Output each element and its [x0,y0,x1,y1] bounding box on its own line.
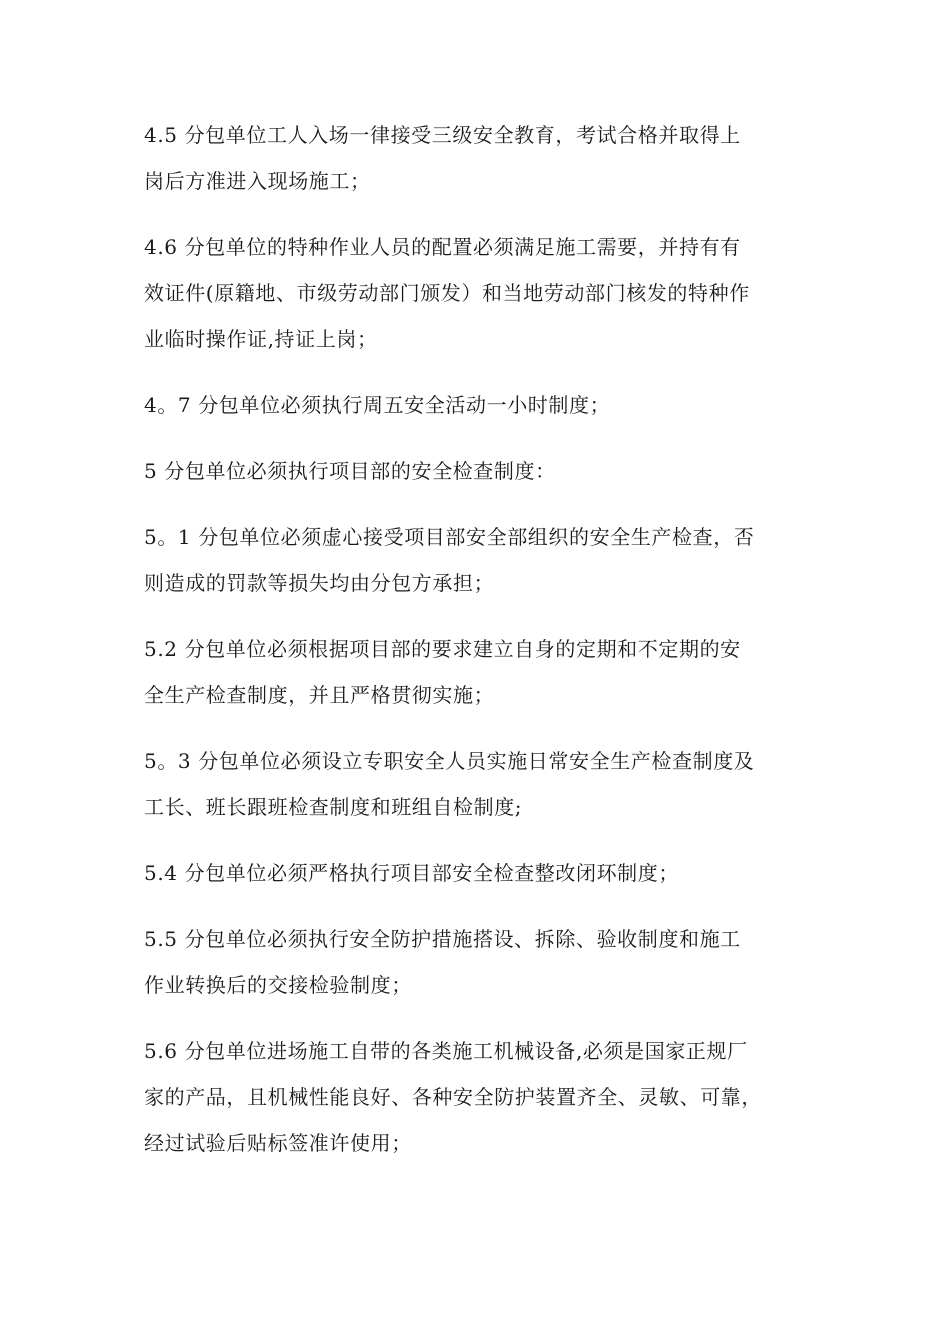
paragraph-line: 5 分包单位必须执行项目部的安全检查制度： [144,459,556,483]
paragraph-line: 经过试验后贴标签准许使用； [144,1131,412,1155]
paragraph-5-3 [144,738,814,830]
paragraph-4-7 [144,382,814,428]
paragraph-line: 作业转换后的交接检验制度； [144,973,412,997]
paragraph-line: 效证件(原籍地、市级劳动部门颁发）和当地劳动部门核发的特种作 [144,281,750,305]
paragraph-line: 4.6 分包单位的特种作业人员的配置必须满足施工需要，并持有有 [144,235,741,259]
document-body [144,112,814,1186]
paragraph-line: 5.4 分包单位必须严格执行项目部安全检查整改闭环制度； [144,861,679,885]
paragraph-line: 4。7 分包单位必须执行周五安全活动一小时制度； [144,393,611,417]
paragraph-line: 5.6 分包单位进场施工自带的各类施工机械设备,必须是国家正规厂 [144,1039,748,1063]
paragraph-line: 则造成的罚款等损失均由分包方承担； [144,571,495,595]
paragraph-line: 5.5 分包单位必须执行安全防护措施搭设、拆除、验收制度和施工 [144,927,741,951]
paragraph-5-6 [144,1028,814,1166]
paragraph-5-5 [144,916,814,1008]
paragraph-4-5 [144,112,814,204]
paragraph-line: 工长、班长跟班检查制度和班组自检制度; [144,795,523,819]
paragraph-line: 全生产检查制度，并且严格贯彻实施； [144,683,495,707]
paragraph-line: 业临时操作证,持证上岗； [144,327,378,351]
paragraph-line: 岗后方准进入现场施工； [144,169,371,193]
paragraph-5-1 [144,514,814,606]
paragraph-line: 5。1 分包单位必须虚心接受项目部安全部组织的安全生产检查，否 [144,525,755,549]
section-5-heading [144,448,814,494]
paragraph-line: 4.5 分包单位工人入场一律接受三级安全教育，考试合格并取得上 [144,123,741,147]
paragraph-5-2 [144,626,814,718]
paragraph-line: 5。3 分包单位必须设立专职安全人员实施日常安全生产检查制度及 [144,749,755,773]
paragraph-4-6 [144,224,814,362]
paragraph-line: 5.2 分包单位必须根据项目部的要求建立自身的定期和不定期的安 [144,637,741,661]
paragraph-line: 家的产品，且机械性能良好、各种安全防护装置齐全、灵敏、可靠， [144,1085,762,1109]
paragraph-5-4 [144,850,814,896]
